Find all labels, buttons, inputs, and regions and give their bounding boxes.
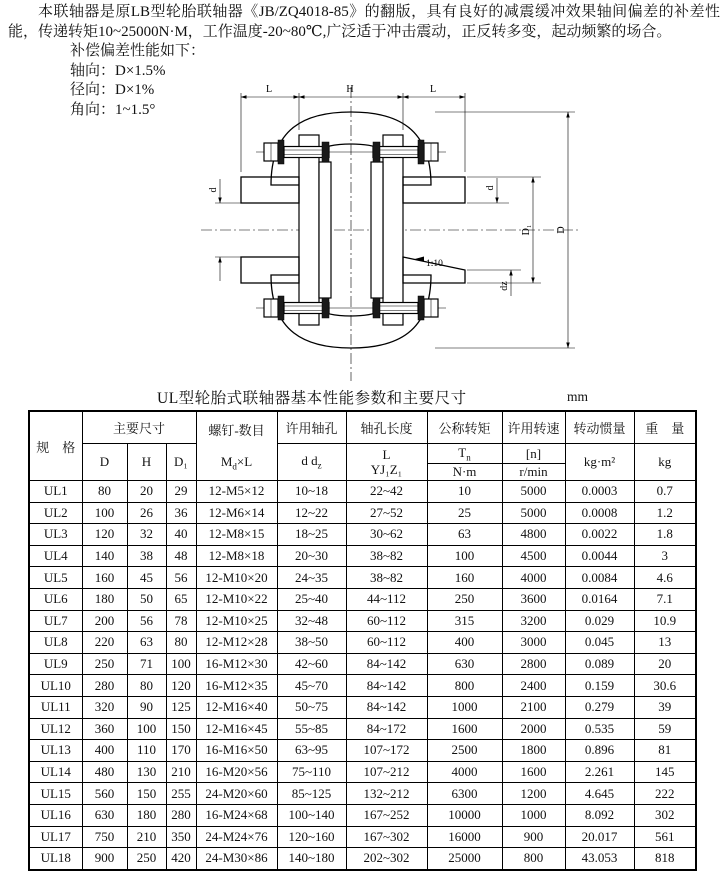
hub-left-bottom bbox=[241, 257, 299, 283]
table-cell: 420 bbox=[166, 848, 196, 870]
table-row bbox=[29, 696, 696, 718]
table-cell: 84~142 bbox=[346, 675, 427, 697]
table-cell: 10 bbox=[427, 481, 502, 503]
table-cell: 560 bbox=[82, 783, 127, 805]
col-header-screws bbox=[196, 411, 277, 481]
table-cell-spec: UL14 bbox=[29, 761, 82, 783]
table-cell: 4500 bbox=[502, 545, 565, 567]
table-row bbox=[29, 588, 696, 610]
table-cell: 6300 bbox=[427, 783, 502, 805]
table-cell: 250 bbox=[427, 588, 502, 610]
compensation-item-radial: 径向：D×1% bbox=[70, 82, 155, 99]
table-cell: 10~18 bbox=[277, 481, 346, 503]
table-cell: 80 bbox=[166, 632, 196, 654]
table-row bbox=[29, 567, 696, 589]
table-cell: 84~142 bbox=[346, 696, 427, 718]
dimension-label-H: H bbox=[346, 84, 354, 95]
table-cell: 1200 bbox=[502, 783, 565, 805]
col-subheader-inertia-unit: kg·m² bbox=[565, 444, 634, 481]
table-cell: 100~140 bbox=[277, 804, 346, 826]
table-cell: 10.9 bbox=[634, 610, 696, 632]
table-cell: 3 bbox=[634, 545, 696, 567]
table-cell: 0.159 bbox=[565, 675, 634, 697]
table-cell: 27~52 bbox=[346, 502, 427, 524]
table-cell: 36 bbox=[166, 502, 196, 524]
table-cell: 63 bbox=[127, 632, 166, 654]
table-cell: 0.535 bbox=[565, 718, 634, 740]
table-cell: 200 bbox=[82, 610, 127, 632]
col-header-H: H bbox=[127, 444, 166, 481]
col-header-D1: D₁ bbox=[166, 444, 196, 481]
table-cell: 5000 bbox=[502, 502, 565, 524]
table-cell: 900 bbox=[82, 848, 127, 870]
dimension-label-dz: dz bbox=[499, 281, 510, 291]
table-cell: 255 bbox=[166, 783, 196, 805]
table-cell: 0.7 bbox=[634, 481, 696, 503]
table-cell: 107~172 bbox=[346, 740, 427, 762]
table-cell: 3600 bbox=[502, 588, 565, 610]
table-cell-spec: UL6 bbox=[29, 588, 82, 610]
table-cell: 25 bbox=[427, 502, 502, 524]
table-cell: 145 bbox=[634, 761, 696, 783]
table-cell: 2400 bbox=[502, 675, 565, 697]
table-cell: 1.8 bbox=[634, 524, 696, 546]
table-cell: 32 bbox=[127, 524, 166, 546]
table-cell: 0.0022 bbox=[565, 524, 634, 546]
table-cell: 0.045 bbox=[565, 632, 634, 654]
table-cell: 44~112 bbox=[346, 588, 427, 610]
table-row bbox=[29, 502, 696, 524]
table-cell: 202~302 bbox=[346, 848, 427, 870]
col-header-bore: 许用轴孔 bbox=[277, 411, 346, 444]
table-cell: 16-M20×56 bbox=[196, 761, 277, 783]
dimension-d1 bbox=[467, 177, 541, 283]
table-cell: 48 bbox=[166, 545, 196, 567]
table-cell: 130 bbox=[127, 761, 166, 783]
table-cell: 222 bbox=[634, 783, 696, 805]
compensation-item-angular: 角向：1~1.5° bbox=[70, 101, 156, 118]
col-header-speed: 许用转速 bbox=[502, 411, 565, 444]
col-header-bore-length: 轴孔长度 bbox=[346, 411, 427, 444]
table-cell: 80 bbox=[127, 675, 166, 697]
table-cell: 63 bbox=[427, 524, 502, 546]
table-cell: 110 bbox=[127, 740, 166, 762]
table-cell: 167~252 bbox=[346, 804, 427, 826]
table-cell: 12-M12×28 bbox=[196, 632, 277, 654]
table-cell: 400 bbox=[82, 740, 127, 762]
flange-right bbox=[383, 135, 403, 325]
table-cell: 140~180 bbox=[277, 848, 346, 870]
table-cell: 280 bbox=[166, 804, 196, 826]
col-header-spec: 规 格 bbox=[29, 411, 82, 481]
table-row bbox=[29, 524, 696, 546]
flange-left bbox=[299, 135, 319, 325]
dimension-label-D: D bbox=[556, 226, 567, 234]
table-cell: 160 bbox=[427, 567, 502, 589]
table-cell: 12-M6×14 bbox=[196, 502, 277, 524]
table-cell: 32~48 bbox=[277, 610, 346, 632]
table-cell: 24-M30×86 bbox=[196, 848, 277, 870]
spec-table bbox=[28, 410, 697, 871]
table-cell: 140 bbox=[82, 545, 127, 567]
table-cell: 80 bbox=[82, 481, 127, 503]
col-header-main-dims: 主要尺寸 bbox=[82, 411, 196, 444]
table-cell: 0.029 bbox=[565, 610, 634, 632]
table-cell: 38~82 bbox=[346, 545, 427, 567]
table-cell: 120 bbox=[166, 675, 196, 697]
table-cell: 43.053 bbox=[565, 848, 634, 870]
dimension-label-D1: D₁ bbox=[521, 224, 532, 236]
table-cell: 38 bbox=[127, 545, 166, 567]
col-subheader-torque-unit: N·m bbox=[427, 464, 502, 481]
table-cell: 0.089 bbox=[565, 653, 634, 675]
col-header-torque: 公称转矩 bbox=[427, 411, 502, 444]
table-cell: 40 bbox=[166, 524, 196, 546]
table-cell: 59 bbox=[634, 718, 696, 740]
table-cell: 120~160 bbox=[277, 826, 346, 848]
table-cell-spec: UL4 bbox=[29, 545, 82, 567]
table-cell: 0.0008 bbox=[565, 502, 634, 524]
table-cell-spec: UL11 bbox=[29, 696, 82, 718]
col-subheader-speed-unit: r/min bbox=[502, 464, 565, 481]
table-cell: 170 bbox=[166, 740, 196, 762]
dimension-bore-right bbox=[467, 178, 521, 296]
taper-label: 1:10 bbox=[426, 259, 443, 269]
table-cell-spec: UL17 bbox=[29, 826, 82, 848]
table-cell: 38~82 bbox=[346, 567, 427, 589]
table-cell: 132~212 bbox=[346, 783, 427, 805]
table-cell: 16-M12×35 bbox=[196, 675, 277, 697]
col-subheader-speed-symbol: [n] bbox=[502, 444, 565, 464]
table-cell: 100 bbox=[82, 502, 127, 524]
compensation-title: 补偿偏差性能如下： bbox=[70, 43, 206, 60]
table-cell: 12-M16×40 bbox=[196, 696, 277, 718]
table-cell: 1600 bbox=[427, 718, 502, 740]
table-cell-spec: UL13 bbox=[29, 740, 82, 762]
table-cell: 22~42 bbox=[346, 481, 427, 503]
table-cell: 4.6 bbox=[634, 567, 696, 589]
table-cell: 1000 bbox=[427, 696, 502, 718]
table-cell: 0.0003 bbox=[565, 481, 634, 503]
table-cell: 8.092 bbox=[565, 804, 634, 826]
table-cell-spec: UL2 bbox=[29, 502, 82, 524]
table-cell-spec: UL15 bbox=[29, 783, 82, 805]
table-cell: 220 bbox=[82, 632, 127, 654]
table-cell: 0.279 bbox=[565, 696, 634, 718]
table-cell: 480 bbox=[82, 761, 127, 783]
table-cell: 30~62 bbox=[346, 524, 427, 546]
table-cell: 84~172 bbox=[346, 718, 427, 740]
table-cell: 16-M16×50 bbox=[196, 740, 277, 762]
col-subheader-torque-symbol: $T_n$ bbox=[427, 444, 502, 464]
table-cell: 630 bbox=[427, 653, 502, 675]
table-cell-spec: UL18 bbox=[29, 848, 82, 870]
table-cell: 24-M24×76 bbox=[196, 826, 277, 848]
table-cell-spec: UL1 bbox=[29, 481, 82, 503]
table-cell: 2500 bbox=[427, 740, 502, 762]
table-cell: 55~85 bbox=[277, 718, 346, 740]
table-cell: 350 bbox=[166, 826, 196, 848]
table-cell: 150 bbox=[166, 718, 196, 740]
dimension-label-d-right: d bbox=[485, 185, 496, 191]
table-cell: 818 bbox=[634, 848, 696, 870]
table-cell-spec: UL12 bbox=[29, 718, 82, 740]
table-cell: 78 bbox=[166, 610, 196, 632]
col-subheader-bore-length: L YJ₁Z₁ bbox=[346, 444, 427, 481]
table-cell: 1600 bbox=[502, 761, 565, 783]
table-cell: 100 bbox=[166, 653, 196, 675]
table-cell: 167~302 bbox=[346, 826, 427, 848]
table-cell: 85~125 bbox=[277, 783, 346, 805]
table-cell: 180 bbox=[127, 804, 166, 826]
table-cell: 1800 bbox=[502, 740, 565, 762]
col-header-weight: 重 量 bbox=[634, 411, 696, 444]
table-cell: 81 bbox=[634, 740, 696, 762]
table-cell: 210 bbox=[127, 826, 166, 848]
table-row bbox=[29, 610, 696, 632]
table-row bbox=[29, 804, 696, 826]
table-row bbox=[29, 632, 696, 654]
table-cell: 800 bbox=[502, 848, 565, 870]
table-cell: 25000 bbox=[427, 848, 502, 870]
table-cell-spec: UL10 bbox=[29, 675, 82, 697]
col-subheader-bore: d $d_z$ bbox=[277, 444, 346, 481]
table-cell: 900 bbox=[502, 826, 565, 848]
table-cell: 39 bbox=[634, 696, 696, 718]
table-cell: 150 bbox=[127, 783, 166, 805]
intro-paragraph: 本联轴器是原LB型轮胎联轴器《JB/ZQ4018-85》的翻版，具有良好的减震缓冲效果轴间偏差的补差性能，传递转矩10~25000N·M，工作温度-20~80℃,广泛适于冲击震动，正反转多变，起动频繁的场合。 bbox=[8, 4, 720, 40]
table-cell: 750 bbox=[82, 826, 127, 848]
screws-label: 螺钉-数目 bbox=[208, 423, 265, 439]
table-cell: 3200 bbox=[502, 610, 565, 632]
table-cell: 30.6 bbox=[634, 675, 696, 697]
table-row bbox=[29, 545, 696, 567]
dimension-label-L-left: L bbox=[265, 84, 273, 95]
table-cell: 65 bbox=[166, 588, 196, 610]
unit-label: mm bbox=[567, 389, 589, 404]
table-cell: 24~35 bbox=[277, 567, 346, 589]
dimension-label-d-left: d bbox=[208, 187, 219, 193]
table-row bbox=[29, 481, 696, 503]
table-cell: 71 bbox=[127, 653, 166, 675]
table-cell: 45~70 bbox=[277, 675, 346, 697]
table-cell: 0.0044 bbox=[565, 545, 634, 567]
technical-drawing bbox=[113, 80, 593, 390]
sleeve-right bbox=[371, 162, 383, 298]
table-cell: 2100 bbox=[502, 696, 565, 718]
table-cell: 315 bbox=[427, 610, 502, 632]
table-cell: 100 bbox=[427, 545, 502, 567]
col-header-D: D bbox=[82, 444, 127, 481]
table-cell: 280 bbox=[82, 675, 127, 697]
table-cell: 0.896 bbox=[565, 740, 634, 762]
table-cell: 630 bbox=[82, 804, 127, 826]
table-cell: 2800 bbox=[502, 653, 565, 675]
table-row bbox=[29, 848, 696, 870]
table-cell: 18~25 bbox=[277, 524, 346, 546]
table-cell: 160 bbox=[82, 567, 127, 589]
table-cell: 4.645 bbox=[565, 783, 634, 805]
table-cell: 25~40 bbox=[277, 588, 346, 610]
table-cell-spec: UL16 bbox=[29, 804, 82, 826]
table-row bbox=[29, 761, 696, 783]
table-row bbox=[29, 675, 696, 697]
table-cell: 180 bbox=[82, 588, 127, 610]
table-cell: 16000 bbox=[427, 826, 502, 848]
table-cell: 120 bbox=[82, 524, 127, 546]
table-cell: 400 bbox=[427, 632, 502, 654]
table-cell-spec: UL3 bbox=[29, 524, 82, 546]
table-cell: 4000 bbox=[502, 567, 565, 589]
table-cell: 4800 bbox=[502, 524, 565, 546]
table-cell: 12-M10×25 bbox=[196, 610, 277, 632]
table-cell: 210 bbox=[166, 761, 196, 783]
table-cell: 20~30 bbox=[277, 545, 346, 567]
table-cell: 125 bbox=[166, 696, 196, 718]
table-cell: 45 bbox=[127, 567, 166, 589]
table-cell: 29 bbox=[166, 481, 196, 503]
table-cell: 75~110 bbox=[277, 761, 346, 783]
table-row bbox=[29, 653, 696, 675]
table-cell: 4000 bbox=[427, 761, 502, 783]
table-cell: 84~142 bbox=[346, 653, 427, 675]
table-cell: 3000 bbox=[502, 632, 565, 654]
hub-right-top bbox=[403, 177, 465, 203]
table-cell: 12~22 bbox=[277, 502, 346, 524]
table-cell: 24-M20×60 bbox=[196, 783, 277, 805]
table-cell-spec: UL8 bbox=[29, 632, 82, 654]
table-row bbox=[29, 826, 696, 848]
table-cell: 16-M12×30 bbox=[196, 653, 277, 675]
table-cell: 56 bbox=[127, 610, 166, 632]
table-cell: 7.1 bbox=[634, 588, 696, 610]
table-title: UL型轮胎式联轴器基本性能参数和主要尺寸 bbox=[157, 390, 467, 407]
table-row bbox=[29, 718, 696, 740]
table-cell: 12-M10×22 bbox=[196, 588, 277, 610]
table-cell: 2000 bbox=[502, 718, 565, 740]
dimension-label-L-right: L bbox=[429, 84, 437, 95]
table-cell: 302 bbox=[634, 804, 696, 826]
table-cell: 0.0164 bbox=[565, 588, 634, 610]
table-cell: 2.261 bbox=[565, 761, 634, 783]
table-cell-spec: UL5 bbox=[29, 567, 82, 589]
table-cell: 320 bbox=[82, 696, 127, 718]
screws-formula: $M_d\times L$ bbox=[220, 454, 253, 472]
hub-left-top bbox=[241, 177, 299, 203]
table-cell: 1.2 bbox=[634, 502, 696, 524]
table-cell: 90 bbox=[127, 696, 166, 718]
table-cell: 10000 bbox=[427, 804, 502, 826]
table-cell: 20 bbox=[634, 653, 696, 675]
table-row bbox=[29, 783, 696, 805]
table-cell: 20.017 bbox=[565, 826, 634, 848]
table-cell: 50~75 bbox=[277, 696, 346, 718]
table-cell: 12-M5×12 bbox=[196, 481, 277, 503]
table-cell: 107~212 bbox=[346, 761, 427, 783]
table-cell: 16-M24×68 bbox=[196, 804, 277, 826]
table-cell: 5000 bbox=[502, 481, 565, 503]
table-cell: 13 bbox=[634, 632, 696, 654]
table-cell: 26 bbox=[127, 502, 166, 524]
table-cell-spec: UL7 bbox=[29, 610, 82, 632]
col-subheader-weight-unit: kg bbox=[634, 444, 696, 481]
table-cell: 360 bbox=[82, 718, 127, 740]
table-cell: 561 bbox=[634, 826, 696, 848]
table-cell: 56 bbox=[166, 567, 196, 589]
table-row bbox=[29, 740, 696, 762]
table-cell: 60~112 bbox=[346, 610, 427, 632]
table-cell: 1000 bbox=[502, 804, 565, 826]
table-cell: 20 bbox=[127, 481, 166, 503]
compensation-item-axial: 轴向：D×1.5% bbox=[70, 62, 166, 79]
table-cell-spec: UL9 bbox=[29, 653, 82, 675]
col-header-inertia: 转动惯量 bbox=[565, 411, 634, 444]
table-cell: 50 bbox=[127, 588, 166, 610]
table-cell: 12-M8×15 bbox=[196, 524, 277, 546]
table-cell: 250 bbox=[127, 848, 166, 870]
table-cell: 60~112 bbox=[346, 632, 427, 654]
taper-annotation bbox=[413, 257, 443, 270]
table-cell: 42~60 bbox=[277, 653, 346, 675]
table-cell: 63~95 bbox=[277, 740, 346, 762]
sleeve-left bbox=[319, 162, 331, 298]
table-cell: 250 bbox=[82, 653, 127, 675]
table-cell: 0.0084 bbox=[565, 567, 634, 589]
table-cell: 12-M8×18 bbox=[196, 545, 277, 567]
table-cell: 12-M10×20 bbox=[196, 567, 277, 589]
table-cell: 12-M16×45 bbox=[196, 718, 277, 740]
table-cell: 38~50 bbox=[277, 632, 346, 654]
table-cell: 100 bbox=[127, 718, 166, 740]
table-cell: 800 bbox=[427, 675, 502, 697]
